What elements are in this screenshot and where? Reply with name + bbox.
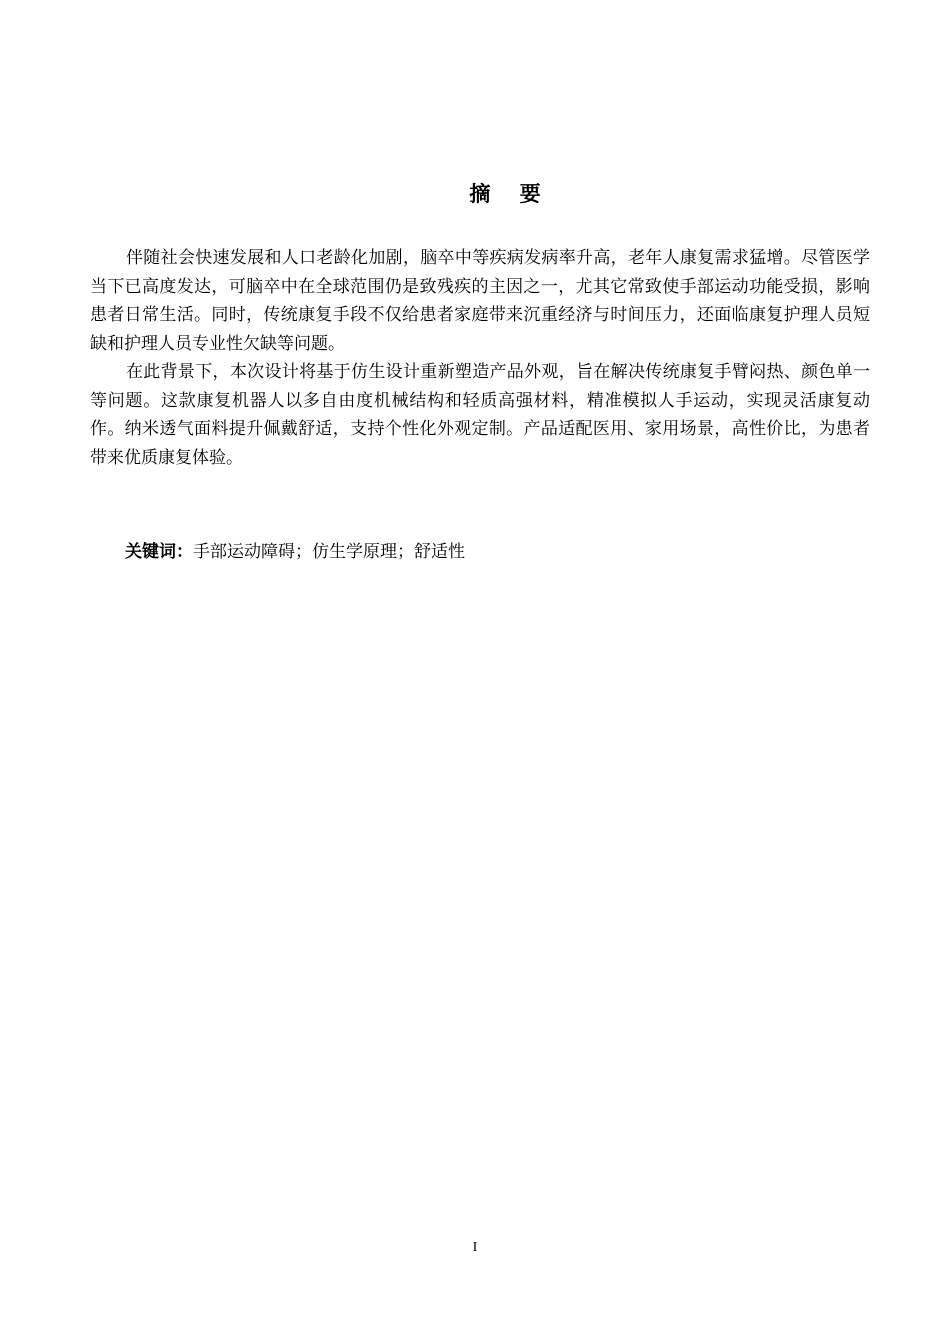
abstract-paragraph-2: 在此背景下，本次设计将基于仿生设计重新塑造产品外观，旨在解决传统康复手臂闷热、颜色单一等问题。这款康复机器人以多自由度机械结构和轻质高强材料，精准模拟人手运动，实现灵活康复动作。纳米透气面料提升佩戴舒适，支持个性化外观定制。产品适配医用、家用场景，高性价比，为患者带来优质康复体验。 xyxy=(90,362,870,468)
abstract-title: 摘 要 xyxy=(469,182,541,206)
page-number: I xyxy=(472,1240,478,1255)
keywords-text: 手部运动障碍；仿生学原理；舒适性 xyxy=(193,542,465,562)
keywords-line xyxy=(125,538,465,566)
keywords-label: 关键词： xyxy=(125,542,193,562)
abstract-paragraph-1: 伴随社会快速发展和人口老龄化加剧，脑卒中等疾病发病率升高，老年人康复需求猛增。尽管医学当下已高度发达，可脑卒中在全球范围仍是致残疾的主因之一，尤其它常致使手部运动功能受损，影响患者日常生活。同时，传统康复手段不仅给患者家庭带来沉重经济与时间压力，还面临康复护理人员短缺和护理人员专业性欠缺等问题。 xyxy=(90,248,870,354)
abstract-body xyxy=(90,244,870,472)
